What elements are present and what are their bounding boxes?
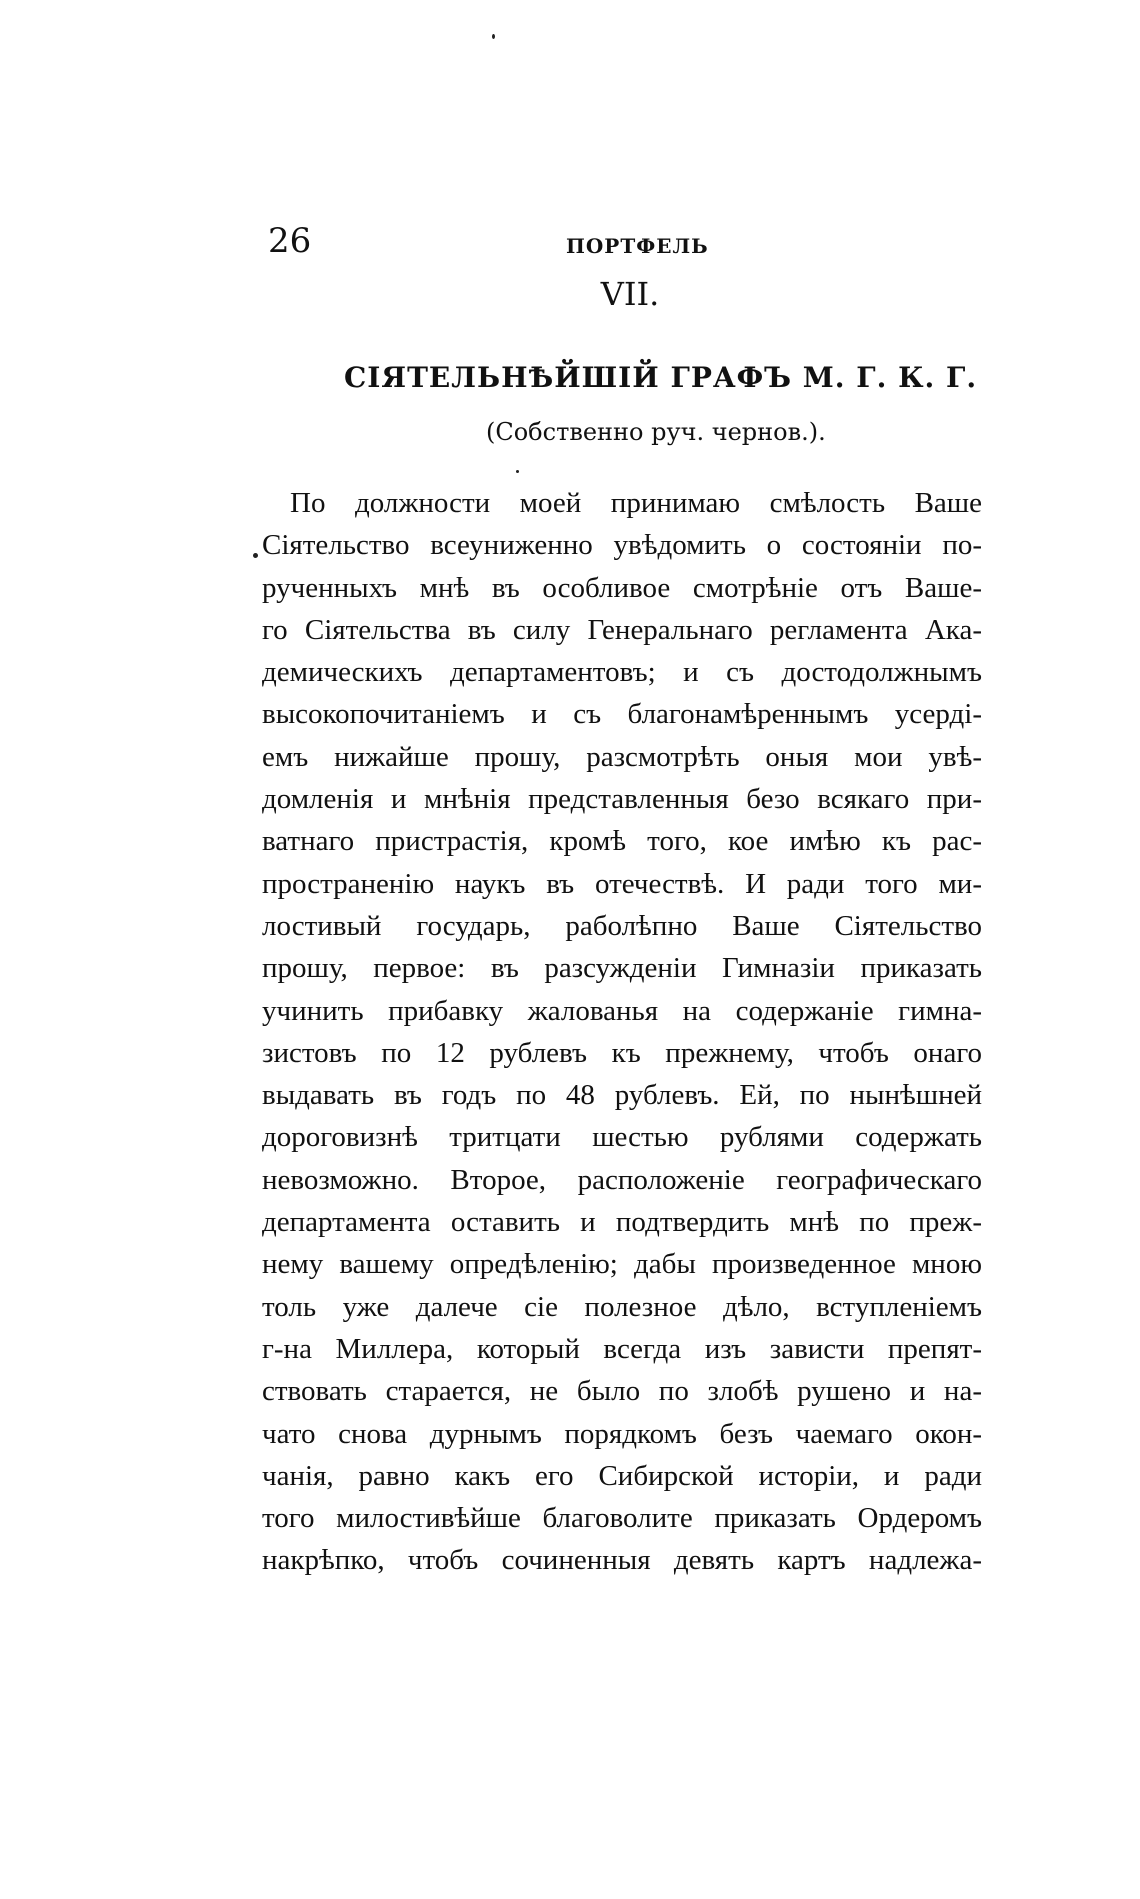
draft-note: (Собственно руч. чернов.). (486, 418, 826, 446)
body-line: Сіятельство всеуниженно увѣдомить о состояніи по- (262, 529, 982, 562)
body-line: емъ нижайше прошу, разсмотрѣть оныя мои увѣ- (262, 740, 982, 773)
body-line: департамента оставить и подтвердить мнѣ по преж- (262, 1206, 982, 1239)
body-line: учинить прибавку жалованья на содержаніе гимна- (262, 994, 982, 1027)
body-line: нему вашему опредѣленію; дабы произведенное мною (262, 1248, 982, 1281)
body-text (262, 482, 982, 1582)
body-line: дороговизнѣ тритцати шестью рублями содержать (262, 1121, 982, 1154)
body-line: накрѣпко, чтобъ сочиненныя девять картъ надлежа- (262, 1544, 982, 1577)
page-number: 26 (268, 221, 312, 261)
letter-title: СІЯТЕЛЬНѢЙШІЙ ГРАФЪ М. Г. К. Г. (344, 361, 978, 394)
body-line: высокопочитаніемъ и съ благонамѣреннымъ усерді- (262, 698, 982, 731)
body-line: домленія и мнѣнія представленныя безо всякаго при- (262, 783, 982, 816)
body-line: выдавать въ годъ по 48 рублевъ. Ей, по нынѣшней (262, 1079, 982, 1112)
body-line: демическихъ департаментовъ; и съ достодолжнымъ (262, 656, 982, 689)
scan-speck (253, 553, 258, 558)
body-line: чанія, равно какъ его Сибирской исторіи, и ради (262, 1459, 982, 1492)
body-line: невозможно. Второе, расположеніе географическаго (262, 1163, 982, 1196)
body-line: чато снова дурнымъ порядкомъ безъ чаемаго окон- (262, 1417, 982, 1450)
body-line: г-на Миллера, который всегда изъ зависти препят- (262, 1332, 982, 1365)
section-number: VII. (600, 275, 660, 313)
body-line: рученныхъ мнѣ въ особливое смотрѣніе отъ Ваше- (262, 571, 982, 604)
body-line: го Сіятельства въ силу Генеральнаго регламента Ака- (262, 613, 982, 646)
body-line: ватнаго пристрастія, кромѣ того, кое имѣю къ рас- (262, 825, 982, 858)
body-line: толь уже далече сіе полезное дѣло, вступленіемъ (262, 1290, 982, 1323)
body-line: ствовать старается, не было по злобѣ рушено и на- (262, 1375, 982, 1408)
scan-speck (516, 470, 519, 473)
body-line: пространенію наукъ въ отечествѣ. И ради того ми- (262, 867, 982, 900)
body-line: того милостивѣйше благоволите приказать Ордеромъ (262, 1502, 982, 1535)
body-line: По должности моей принимаю смѣлость Ваше (290, 487, 982, 519)
body-line: лостивый государь, раболѣпно Ваше Сіятельство (262, 909, 982, 942)
body-line: зистовъ по 12 рублевъ къ прежнему, чтобъ онаго (262, 1036, 982, 1069)
body-line: прошу, первое: въ разсужденіи Гимназіи приказать (262, 952, 982, 985)
scan-speck (492, 34, 495, 39)
running-title: ПОРТФЕЛЬ (566, 234, 709, 258)
